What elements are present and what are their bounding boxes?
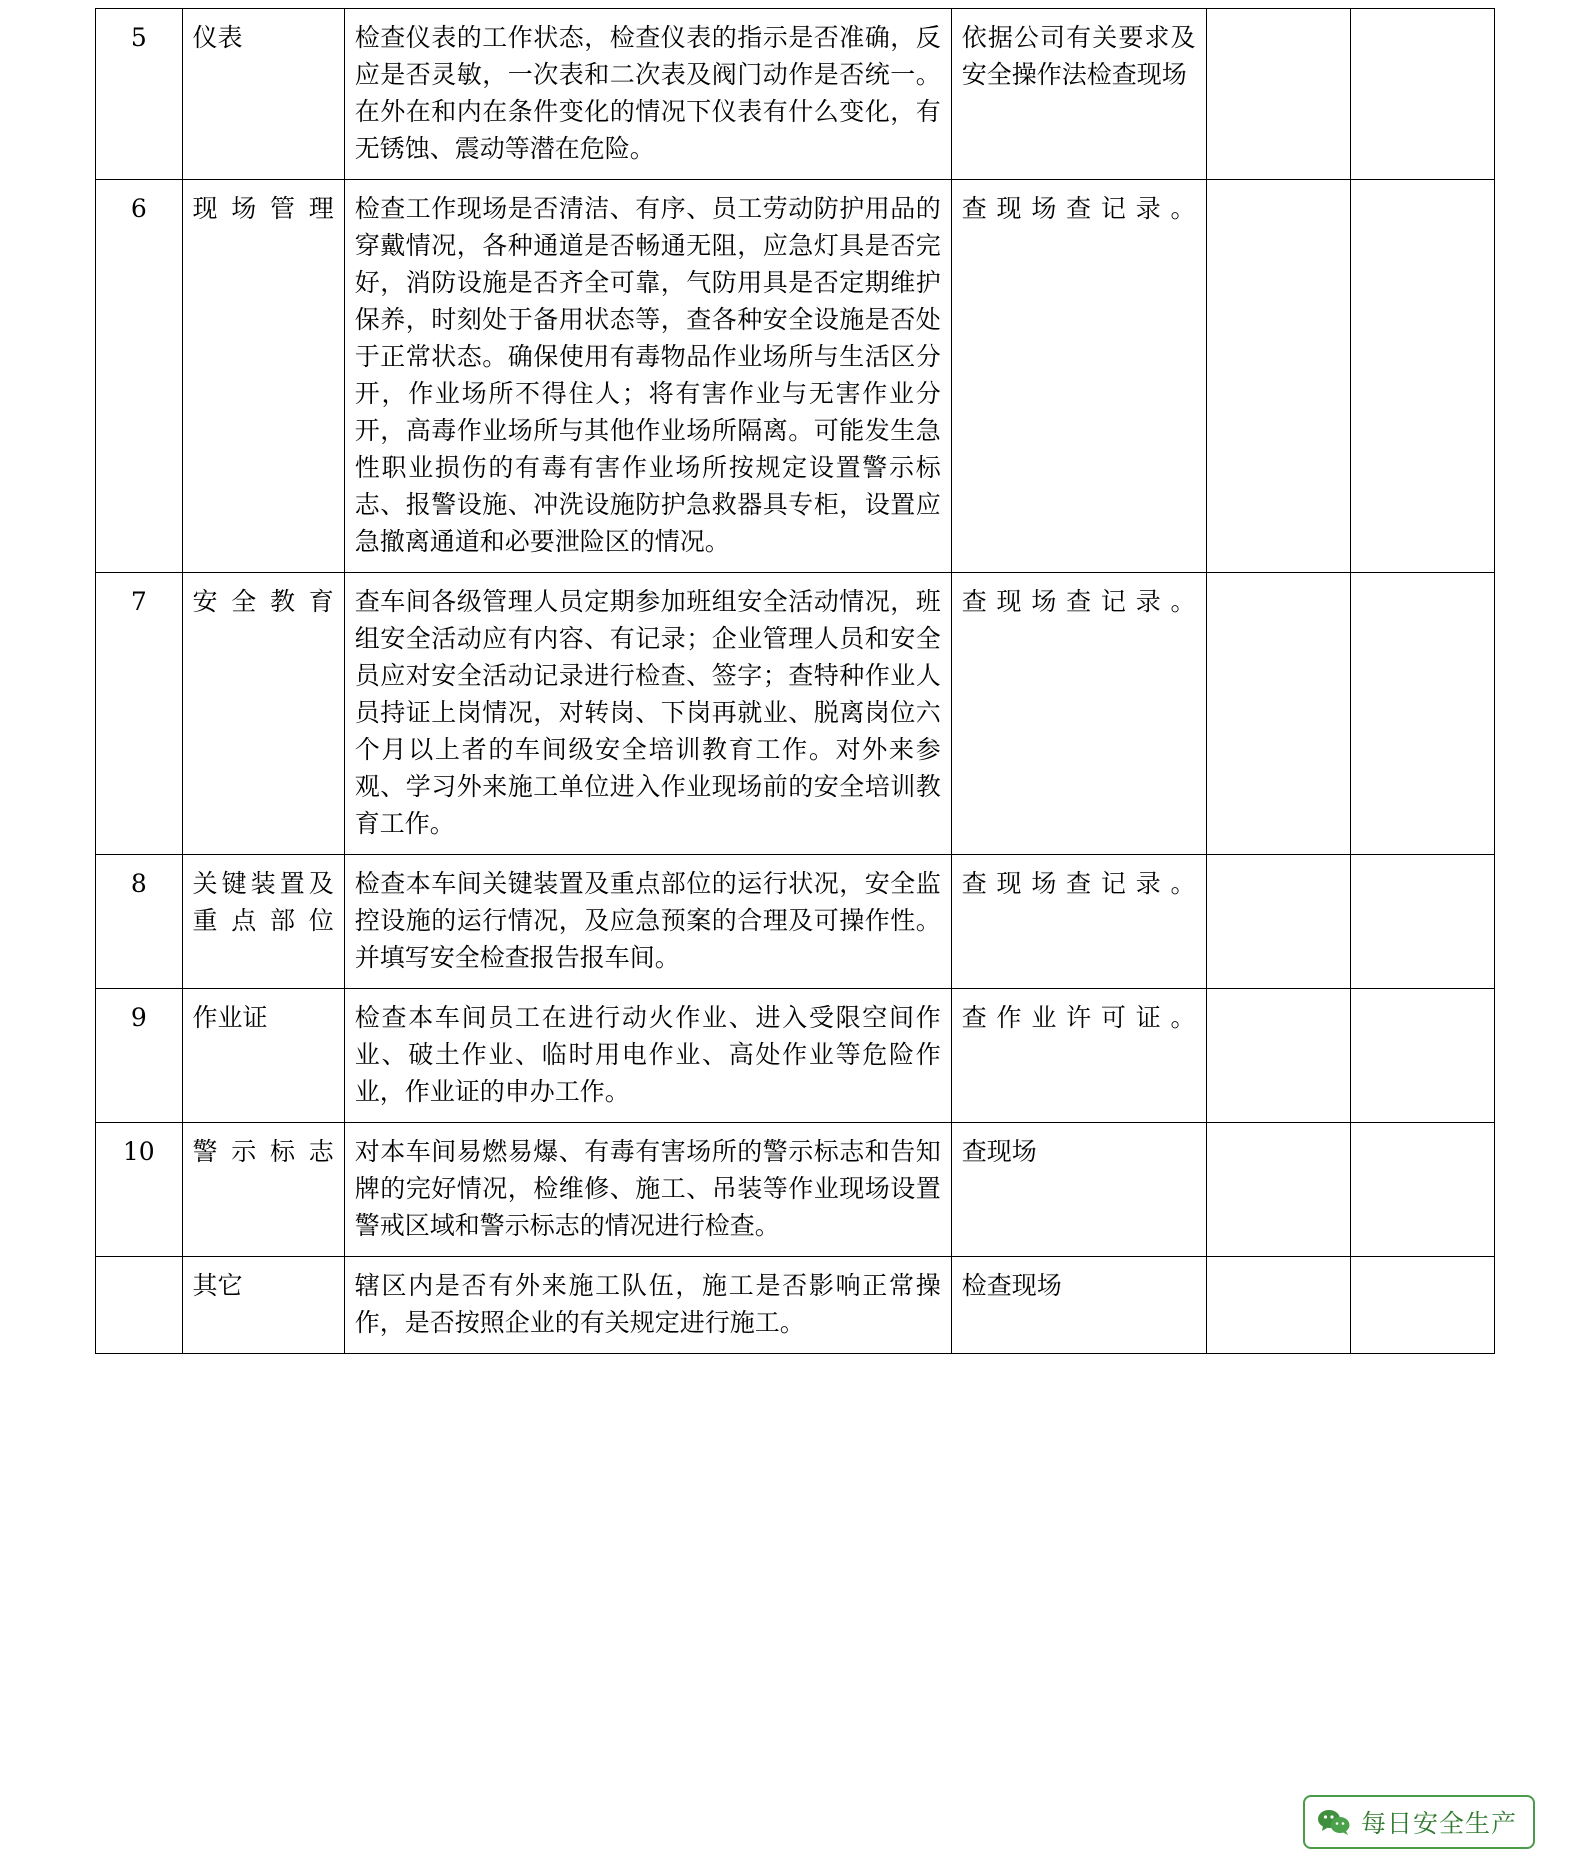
row-result: [1206, 989, 1350, 1123]
row-remark: [1350, 573, 1494, 855]
table-row: [96, 1257, 1495, 1354]
table-row: [96, 1123, 1495, 1257]
table-row: [96, 573, 1495, 855]
row-remark: [1350, 180, 1494, 573]
row-description: 对本车间易燃易爆、有毒有害场所的警示标志和告知牌的完好情况，检维修、施工、吊装等作业现场设置警戒区域和警示标志的情况进行检查。: [344, 1123, 951, 1257]
row-description: 检查工作现场是否清洁、有序、员工劳动防护用品的穿戴情况，各种通道是否畅通无阻，应急灯具是否完好，消防设施是否齐全可靠，气防用具是否定期维护保养，时刻处于备用状态等，查各种安全设施是否处于正常状态。确保使用有毒物品作业场所与生活区分开，作业场所不得住人；将有害作业与无害作业分开，高毒作业场所与其他作业场所隔离。可能发生急性职业损伤的有毒有害作业场所按规定设置警示标志、报警设施、冲洗设施防护急救器具专柜，设置应急撤离通道和必要泄险区的情况。: [344, 180, 951, 573]
row-item: 警示标志: [182, 1123, 344, 1257]
wechat-account-badge: [1303, 1795, 1535, 1849]
row-method: 查现场: [951, 1123, 1206, 1257]
row-remark: [1350, 1123, 1494, 1257]
row-result: [1206, 573, 1350, 855]
row-result: [1206, 855, 1350, 989]
inspection-table: [95, 8, 1495, 1354]
row-remark: [1350, 1257, 1494, 1354]
table-row: [96, 180, 1495, 573]
row-number: 8: [96, 855, 183, 989]
row-description: 查车间各级管理人员定期参加班组安全活动情况，班组安全活动应有内容、有记录；企业管理人员和安全员应对安全活动记录进行检查、签字；查特种作业人员持证上岗情况，对转岗、下岗再就业、脱离岗位六个月以上者的车间级安全培训教育工作。对外来参观、学习外来施工单位进入作业现场前的安全培训教育工作。: [344, 573, 951, 855]
row-description: 检查本车间员工在进行动火作业、进入受限空间作业、破土作业、临时用电作业、高处作业等危险作业，作业证的申办工作。: [344, 989, 951, 1123]
row-method: 检查现场: [951, 1257, 1206, 1354]
row-number: 9: [96, 989, 183, 1123]
row-description: 检查本车间关键装置及重点部位的运行状况，安全监控设施的运行情况，及应急预案的合理及可操作性。并填写安全检查报告报车间。: [344, 855, 951, 989]
row-number: 5: [96, 9, 183, 180]
row-item: 现场管理: [182, 180, 344, 573]
row-number: 7: [96, 573, 183, 855]
row-remark: [1350, 989, 1494, 1123]
row-result: [1206, 9, 1350, 180]
row-result: [1206, 1123, 1350, 1257]
row-description: 辖区内是否有外来施工队伍，施工是否影响正常操作，是否按照企业的有关规定进行施工。: [344, 1257, 951, 1354]
row-number: 6: [96, 180, 183, 573]
row-description: 检查仪表的工作状态，检查仪表的指示是否准确，反应是否灵敏，一次表和二次表及阀门动作是否统一。在外在和内在条件变化的情况下仪表有什么变化，有无锈蚀、震动等潜在危险。: [344, 9, 951, 180]
row-method: 查现场查记录。: [951, 573, 1206, 855]
row-remark: [1350, 9, 1494, 180]
row-item: 安全教育: [182, 573, 344, 855]
row-method: 依据公司有关要求及安全操作法检查现场: [951, 9, 1206, 180]
table-row: [96, 989, 1495, 1123]
row-number: 10: [96, 1123, 183, 1257]
table-row: [96, 855, 1495, 989]
table-row: [96, 9, 1495, 180]
row-item: 关键装置及重点部位: [182, 855, 344, 989]
row-result: [1206, 180, 1350, 573]
row-item: 作业证: [182, 989, 344, 1123]
row-item: 仪表: [182, 9, 344, 180]
table-body: [96, 9, 1495, 1354]
row-method: 查现场查记录。: [951, 855, 1206, 989]
wechat-icon: [1317, 1808, 1351, 1836]
row-remark: [1350, 855, 1494, 989]
row-item: 其它: [182, 1257, 344, 1354]
row-method: 查现场查记录。: [951, 180, 1206, 573]
row-number: [96, 1257, 183, 1354]
row-result: [1206, 1257, 1350, 1354]
row-method: 查作业许可证。: [951, 989, 1206, 1123]
badge-label: 每日安全生产: [1360, 1809, 1517, 1838]
